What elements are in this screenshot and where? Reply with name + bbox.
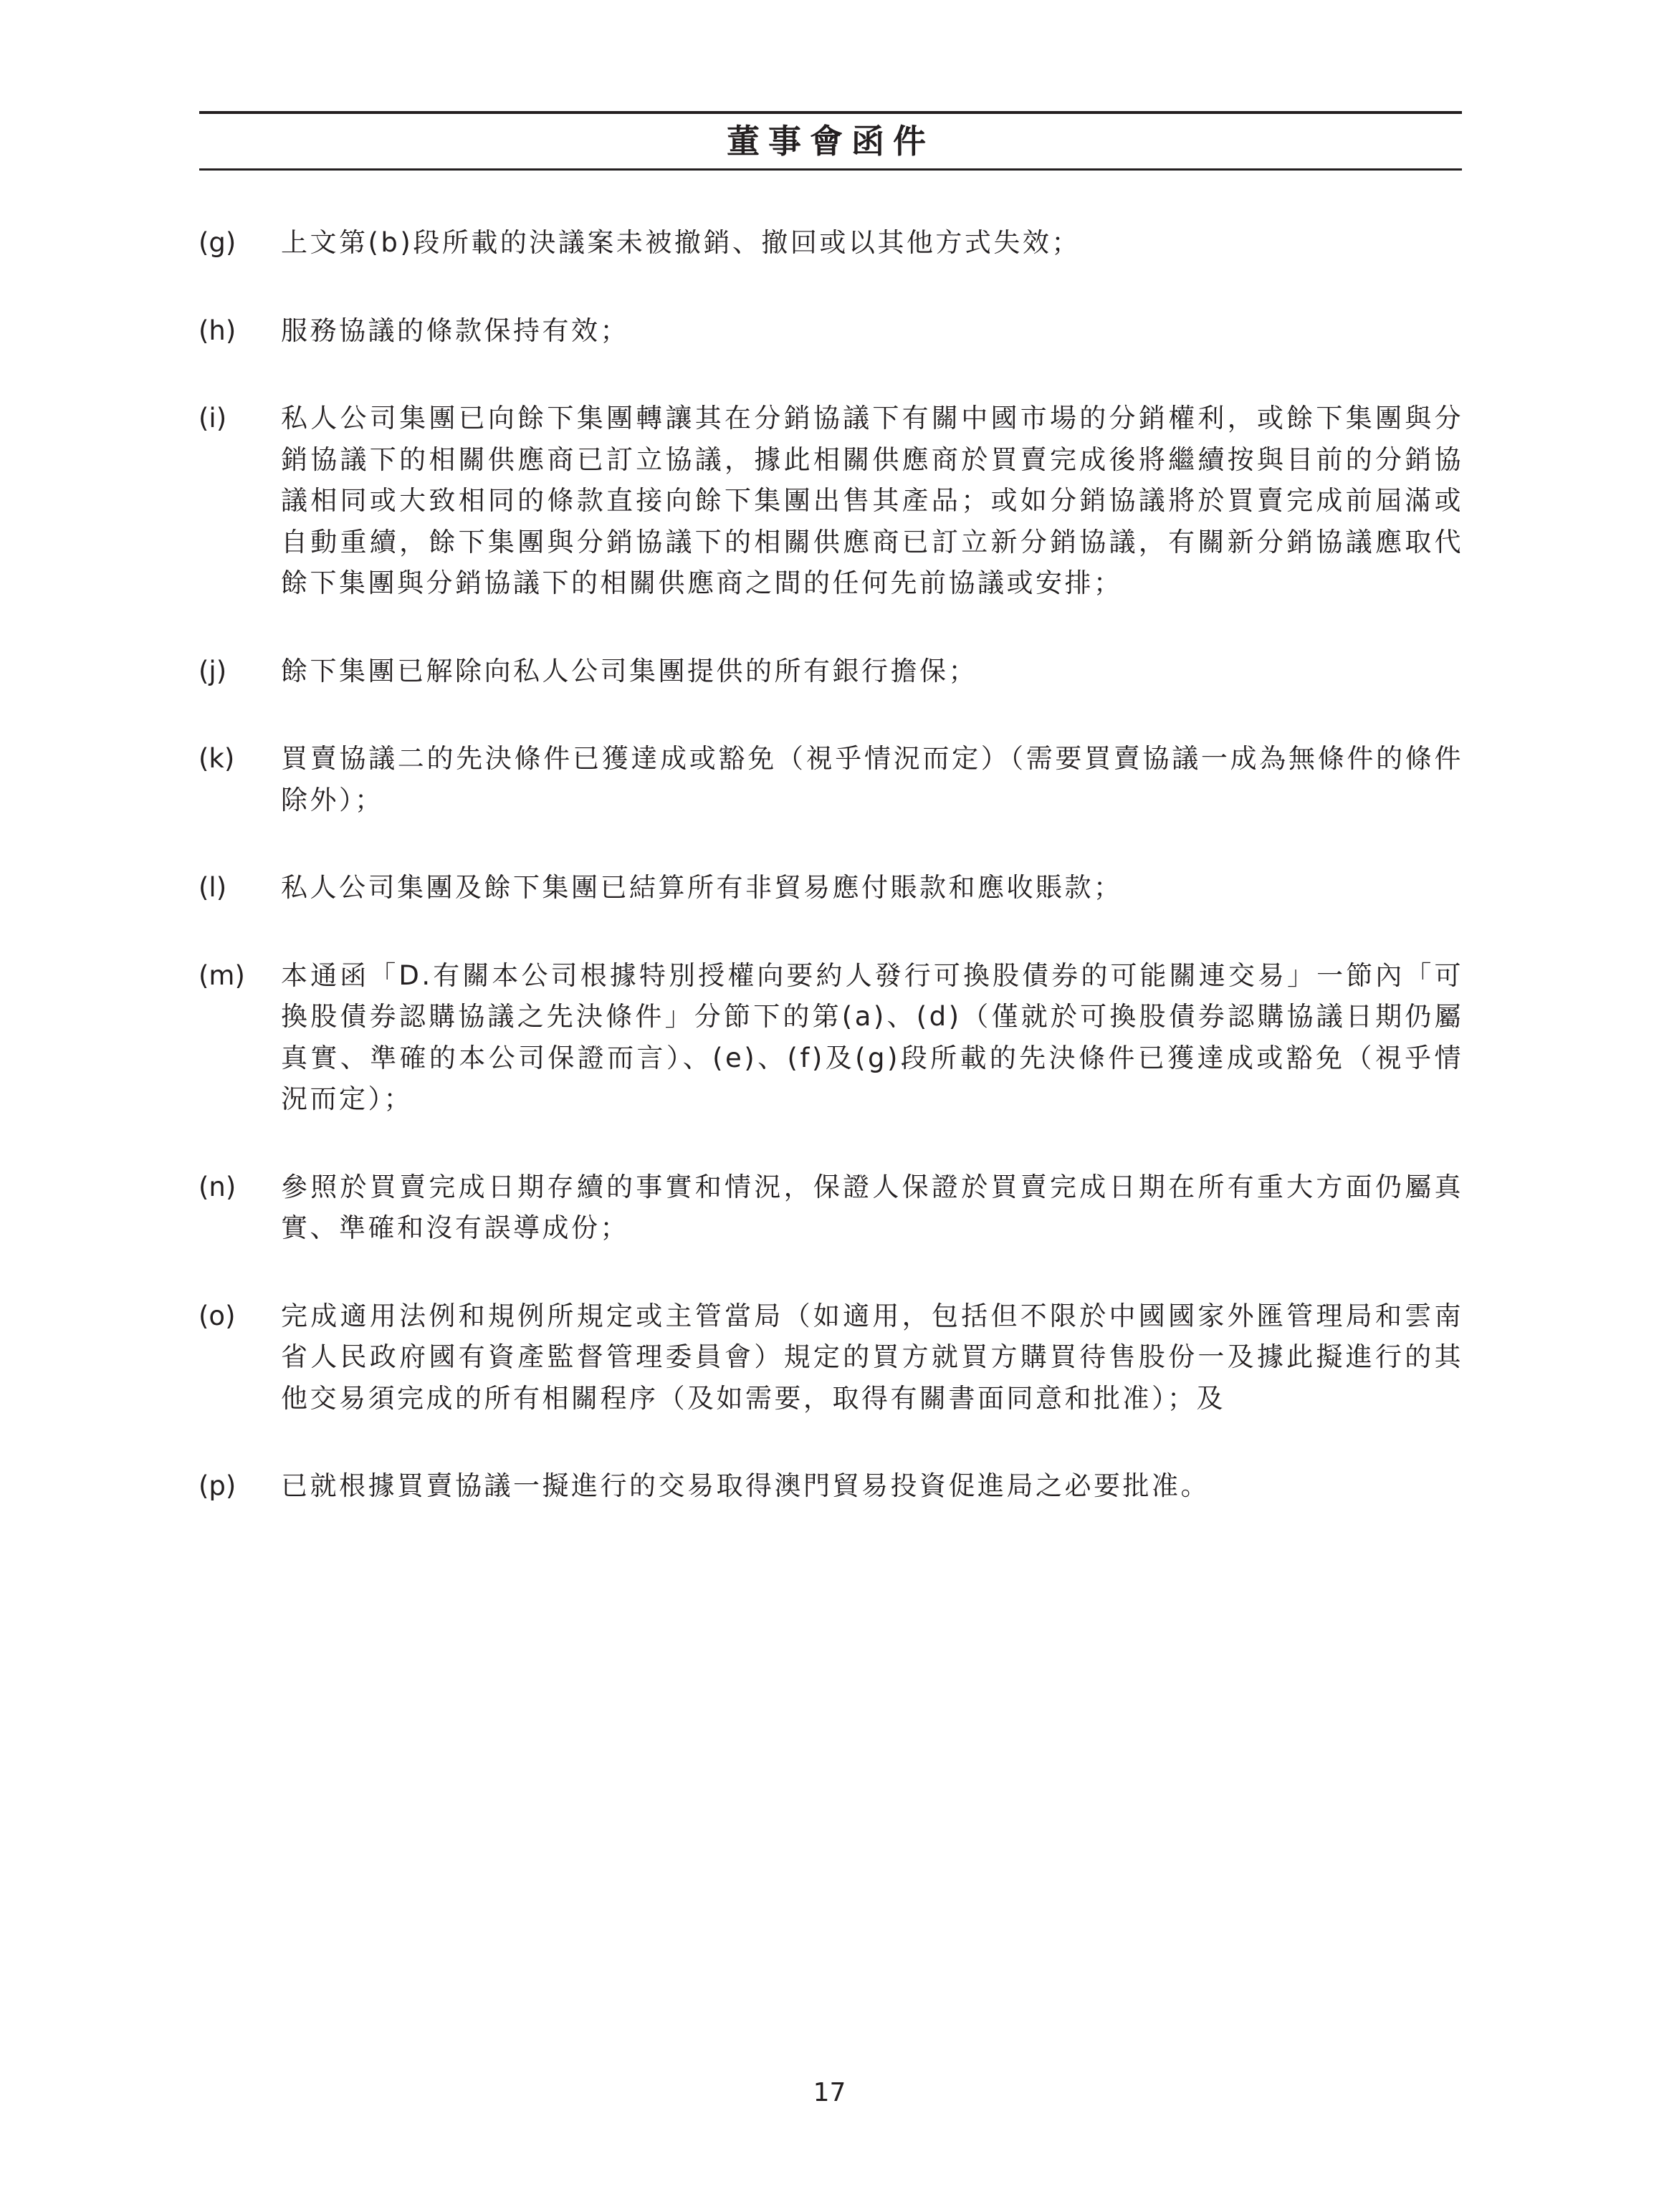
clause-text: 餘下集團已解除向私人公司集團提供的所有銀行擔保； [281, 655, 977, 686]
clause-text: 本通函「D.有關本公司根據特別授權向要約人發行可換股債券的可能關連交易」一節內「可換股債券認購協議之先決條件」分節下的第(a)、(d)（僅就於可換股債券認購協議日期仍屬真實、準確的本公司保證而言）、(e)、(f)及(g)段所載的先決條件已獲達成或豁免（視乎情況而定）； [281, 959, 1463, 1114]
clause-o [199, 1296, 1463, 1419]
clause-l [199, 867, 1463, 909]
clause-label: (m) [199, 959, 245, 991]
clause-n [199, 1167, 1463, 1249]
clause-k [199, 738, 1463, 820]
clause-g [199, 222, 1463, 264]
clause-p [199, 1465, 1463, 1507]
clause-text: 私人公司集團已向餘下集團轉讓其在分銷協議下有關中國市場的分銷權利，或餘下集團與分銷協議下的相關供應商已訂立協議，據此相關供應商於買賣完成後將繼續按與目前的分銷協議相同或大致相同的條款直接向餘下集團出售其產品；或如分銷協議將於買賣完成前屆滿或自動重續，餘下集團與分銷協議下的相關供應商已訂立新分銷協議，有關新分銷協議應取代餘下集團與分銷協議下的相關供應商之間的任何先前協議或安排； [281, 403, 1463, 598]
clause-text: 買賣協議二的先決條件已獲達成或豁免（視乎情況而定）（需要買賣協議一成為無條件的條件除外）； [281, 743, 1463, 815]
header-bottom-rule [199, 168, 1462, 171]
clause-list [199, 222, 1463, 1553]
clause-label: (i) [199, 403, 227, 434]
clause-h [199, 310, 1463, 352]
clause-text: 服務協議的條款保持有效； [281, 315, 629, 346]
header-top-rule [199, 111, 1462, 114]
clause-label: (k) [199, 743, 235, 774]
clause-label: (p) [199, 1470, 236, 1501]
clause-i [199, 398, 1463, 604]
clause-label: (n) [199, 1171, 236, 1202]
clause-j [199, 651, 1463, 692]
clause-text: 完成適用法例和規例所規定或主管當局（如適用，包括但不限於中國國家外匯管理局和雲南省人民政府國有資產監督管理委員會）規定的買方就買方購買待售股份一及據此擬進行的其他交易須完成的所有相關程序（及如需要，取得有關書面同意和批准）；及 [281, 1300, 1463, 1414]
clause-label: (l) [199, 872, 227, 903]
clause-label: (g) [199, 227, 236, 258]
clause-text: 已就根據買賣協議一擬進行的交易取得澳門貿易投資促進局之必要批准。 [281, 1470, 1210, 1501]
page-number: 17 [813, 2078, 846, 2107]
page-title: 董事會函件 [727, 122, 934, 161]
clause-text: 上文第(b)段所載的決議案未被撤銷、撤回或以其他方式失效； [281, 227, 1081, 258]
clause-m [199, 955, 1463, 1120]
clause-text: 參照於買賣完成日期存續的事實和情況，保證人保證於買賣完成日期在所有重大方面仍屬真實、準確和沒有誤導成份； [281, 1171, 1463, 1243]
clause-text: 私人公司集團及餘下集團已結算所有非貿易應付賬款和應收賬款； [281, 872, 1123, 903]
clause-label: (h) [199, 315, 236, 346]
clause-label: (j) [199, 655, 227, 686]
clause-label: (o) [199, 1300, 236, 1331]
